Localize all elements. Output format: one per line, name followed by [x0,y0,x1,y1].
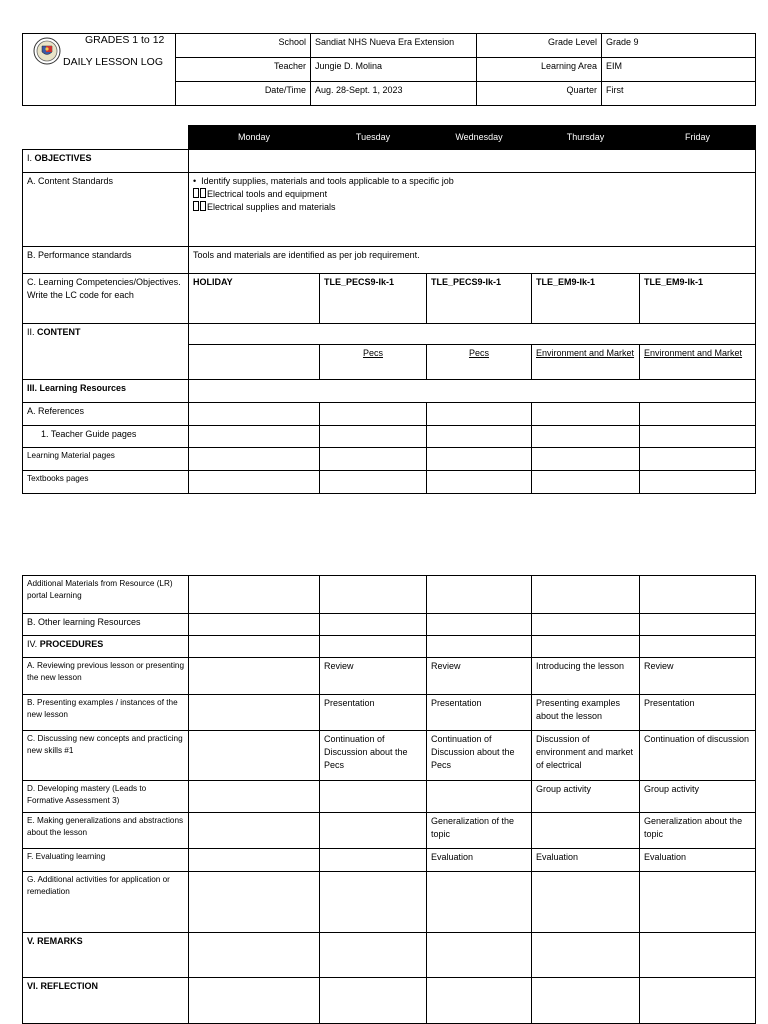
competencies-label: C. Learning Competencies/Objectives. Write the LC code for each [23,274,189,324]
procedure-cell [320,813,427,849]
procedure-cell [640,872,756,933]
content-monday [189,345,320,380]
procedure-label: F. Evaluating learning [23,849,189,872]
day-header-wednesday: Wednesday [427,126,532,150]
cell [427,933,532,978]
day-header-monday: Monday [189,126,320,150]
cell [427,576,532,614]
content-standard-item [193,188,751,201]
cell [640,448,756,471]
remarks-heading: V. REMARKS [23,933,189,978]
cell [532,636,640,658]
procedure-cell: Evaluation [532,849,640,872]
procedure-cell: Discussion of environment and market of electrical [532,731,640,781]
procedure-cell [189,849,320,872]
procedure-cell: Presentation [640,695,756,731]
cell [427,978,532,1024]
cell [532,614,640,636]
day-header-blank [23,126,189,150]
day-header-friday: Friday [640,126,756,150]
quarter-value: First [602,82,756,106]
procedure-cell: Group activity [640,781,756,813]
procedure-cell: Continuation of Discussion about the Pecs [427,731,532,781]
cell [320,426,427,448]
cell [532,403,640,426]
cell [320,933,427,978]
header-logo-cell [23,34,176,106]
procedure-cell: Review [427,658,532,695]
quarter-label: Quarter [477,82,602,106]
content-top-blank [189,324,756,345]
competency-monday: HOLIDAY [189,274,320,324]
procedure-cell [189,695,320,731]
procedure-cell [320,849,427,872]
procedure-cell [189,872,320,933]
school-label: School [176,34,311,58]
cell [189,978,320,1024]
learning-resources-blank [189,380,756,403]
content-heading [23,324,189,380]
date-time-value: Aug. 28-Sept. 1, 2023 [311,82,477,106]
cell [532,978,640,1024]
cell [320,471,427,494]
procedure-cell [320,781,427,813]
deped-seal-icon [33,37,61,65]
cell [189,576,320,614]
objectives-heading [23,150,189,173]
procedure-cell [320,872,427,933]
cell [640,978,756,1024]
content-label: CONTENT [37,327,81,337]
procedure-label: B. Presenting examples / instances of the new lesson [23,695,189,731]
cell [189,448,320,471]
header-table [22,33,756,106]
content-standard-text: Electrical tools and equipment [207,189,328,199]
content-prefix: II. [27,327,38,337]
school-value: Sandiat NHS Nueva Era Extension [311,34,477,58]
references-label: A. References [23,403,189,426]
teacher-value: Jungie D. Molina [311,58,477,82]
objectives-label: OBJECTIVES [34,153,92,163]
procedure-cell: Review [320,658,427,695]
cell [532,576,640,614]
competency-thursday: TLE_EM9-Ik-1 [532,274,640,324]
content-standard-item: • Identify supplies, materials and tools applicable to a specific job [193,176,454,186]
lesson-table-part-2 [22,575,756,1024]
procedure-label: A. Reviewing previous lesson or presenting the new lesson [23,658,189,695]
header-title: GRADES 1 to 12 [85,34,165,46]
procedure-cell: Evaluation [427,849,532,872]
cell [320,614,427,636]
cell [532,448,640,471]
procedure-cell: Generalization about the topic [640,813,756,849]
cell [189,471,320,494]
bullet-box-icon [200,201,206,211]
lesson-table-part-1 [22,125,756,494]
teacher-guide-label: 1. Teacher Guide pages [23,426,189,448]
grade-level-label: Grade Level [477,34,602,58]
teacher-label: Teacher [176,58,311,82]
cell [640,471,756,494]
objectives-prefix: I. [27,153,35,163]
cell [189,426,320,448]
procedure-cell [427,781,532,813]
content-standards-value [189,173,756,247]
cell [532,933,640,978]
procedure-cell [189,731,320,781]
cell [427,636,532,658]
cell [320,403,427,426]
procedure-cell: Presentation [320,695,427,731]
learning-material-label: Learning Material pages [23,448,189,471]
procedure-cell: Presentation [427,695,532,731]
procedure-cell: Introducing the lesson [532,658,640,695]
learning-area-label: Learning Area [477,58,602,82]
cell [427,448,532,471]
competency-friday: TLE_EM9-Ik-1 [640,274,756,324]
bullet-box-icon [193,201,199,211]
content-standard-text: Electrical supplies and materials [207,202,336,212]
day-header-tuesday: Tuesday [320,126,427,150]
additional-materials-label: Additional Materials from Resource (LR) portal Learning [23,576,189,614]
procedures-heading [23,636,189,658]
cell [189,636,320,658]
procedure-cell: Presenting examples about the lesson [532,695,640,731]
procedure-label: E. Making generalizations and abstractions about the lesson [23,813,189,849]
cell [640,614,756,636]
procedure-cell: Review [640,658,756,695]
cell [427,614,532,636]
cell [532,426,640,448]
cell [189,933,320,978]
bullet-box-icon [200,188,206,198]
cell [640,636,756,658]
procedure-label: D. Developing mastery (Leads to Formative Assessment 3) [23,781,189,813]
objectives-content [189,150,756,173]
header-subtitle: DAILY LESSON LOG [63,56,163,68]
content-tuesday: Pecs [320,345,427,380]
procedure-cell: Continuation of Discussion about the Pecs [320,731,427,781]
cell [320,978,427,1024]
cell [640,426,756,448]
procedure-cell: Evaluation [640,849,756,872]
procedure-cell: Continuation of discussion [640,731,756,781]
cell [427,403,532,426]
competency-wednesday: TLE_PECS9-Ik-1 [427,274,532,324]
performance-standards-value: Tools and materials are identified as per job requirement. [189,247,756,274]
cell [427,471,532,494]
content-standard-text: Identify supplies, materials and tools applicable to a specific job [201,176,454,186]
cell [427,426,532,448]
bullet-box-icon [193,188,199,198]
procedure-label: G. Additional activities for application or remediation [23,872,189,933]
textbooks-label: Textbooks pages [23,471,189,494]
content-standard-item [193,201,751,214]
procedure-cell [189,813,320,849]
other-resources-label: B. Other learning Resources [23,614,189,636]
content-wednesday: Pecs [427,345,532,380]
procedure-label: C. Discussing new concepts and practicing new skills #1 [23,731,189,781]
learning-area-value: EIM [602,58,756,82]
procedure-cell [189,658,320,695]
cell [320,636,427,658]
cell [640,933,756,978]
procedures-label: PROCEDURES [39,639,104,649]
cell [320,448,427,471]
cell [320,576,427,614]
cell [532,471,640,494]
procedures-prefix: IV. [27,639,40,649]
procedure-cell [427,872,532,933]
performance-standards-label: B. Performance standards [23,247,189,274]
procedure-cell [532,872,640,933]
reflection-heading: VI. REFLECTION [23,978,189,1024]
procedure-cell [532,813,640,849]
date-time-label: Date/Time [176,82,311,106]
content-thursday: Environment and Market [532,345,640,380]
learning-resources-heading: III. Learning Resources [23,380,189,403]
grade-level-value: Grade 9 [602,34,756,58]
day-header-thursday: Thursday [532,126,640,150]
cell [189,614,320,636]
procedure-cell: Group activity [532,781,640,813]
content-standards-label: A. Content Standards [23,173,189,247]
content-friday: Environment and Market [640,345,756,380]
procedure-cell: Generalization of the topic [427,813,532,849]
procedure-cell [189,781,320,813]
competency-tuesday: TLE_PECS9-Ik-1 [320,274,427,324]
cell [640,576,756,614]
cell [640,403,756,426]
cell [189,403,320,426]
